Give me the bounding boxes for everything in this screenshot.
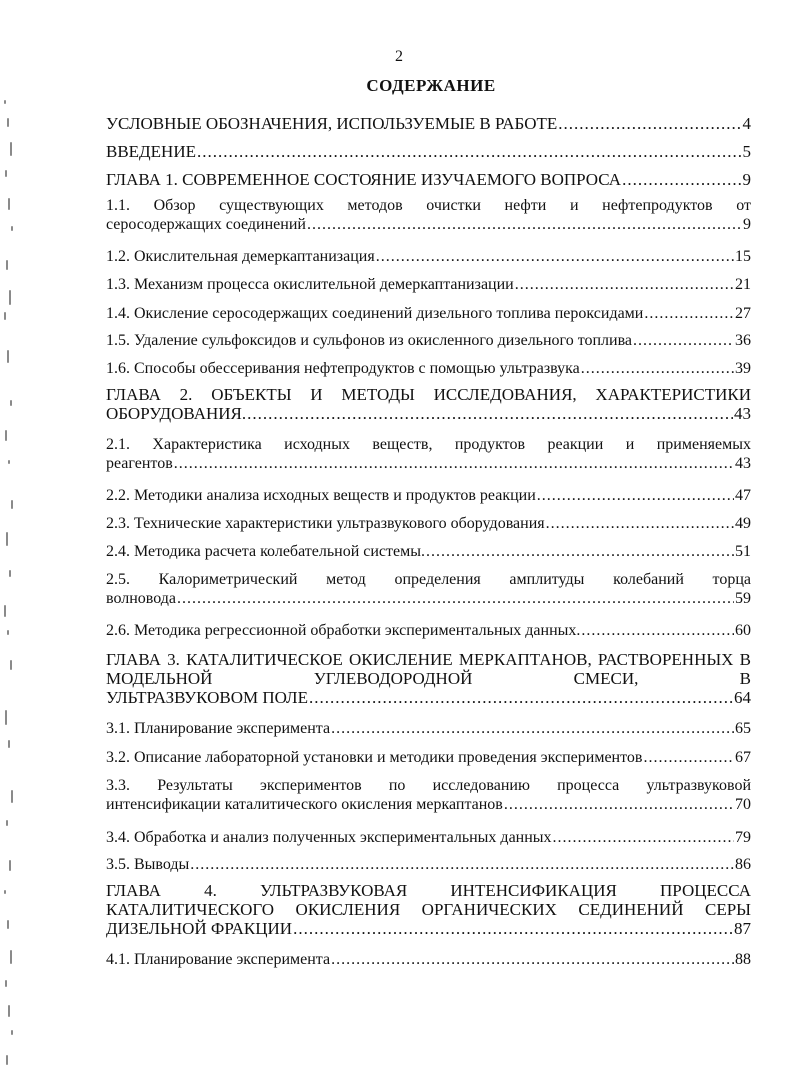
toc-entry-title: 3.3. Результаты экспериментов по исследованию процесса ультразвуковой xyxy=(106,777,751,794)
toc-leader-dots xyxy=(309,688,733,707)
toc-entry-title: 1.4. Окисление серосодержащих соединений дизельного топлива пероксидами xyxy=(106,305,644,322)
toc-entry-title: 3.4. Обработка и анализ полученных экспериментальных данных xyxy=(106,829,552,846)
toc-entry-title: 3.1. Планирование эксперимента xyxy=(106,720,331,737)
toc-entry[interactable] xyxy=(106,114,751,133)
toc-entry-title: ГЛАВА 4. УЛЬТРАЗВУКОВАЯ ИНТЕНСИФИКАЦИЯ ПРОЦЕССА КАТАЛИТИЧЕСКОГО ОКИСЛЕНИЯ ОРГАНИЧЕСКИХ СЕДИНЕНИЙ СЕРЫ xyxy=(106,881,751,919)
toc-entry[interactable] xyxy=(106,304,751,323)
toc-leader-dots xyxy=(581,359,734,378)
toc-page-number: 70 xyxy=(735,796,751,813)
scan-artifact xyxy=(6,532,8,546)
scan-artifact xyxy=(8,460,10,464)
toc-leader-dots xyxy=(293,919,733,938)
toc-leader-dots xyxy=(426,542,734,561)
toc-leader-dots xyxy=(177,589,734,608)
toc-entry-title: 1.1. Обзор существующих методов очистки нефти и нефтепродуктов от xyxy=(106,197,751,214)
toc-entry[interactable] xyxy=(106,855,751,874)
toc-page-number: 15 xyxy=(735,248,751,265)
toc-page-number: 5 xyxy=(742,142,751,161)
toc-entry-title: 2.3. Технические характеристики ультразвукового оборудования xyxy=(106,515,545,532)
toc-entry-title: ГЛАВА 1. СОВРЕМЕННОЕ СОСТОЯНИЕ ИЗУЧАЕМОГО ВОПРОСА xyxy=(106,170,622,189)
scan-artifact xyxy=(11,790,13,803)
toc-leader-dots xyxy=(537,486,734,505)
scan-artifact xyxy=(10,142,12,156)
toc-entry[interactable] xyxy=(106,247,751,266)
scan-artifact xyxy=(7,350,9,363)
scan-artifact xyxy=(6,820,8,826)
toc-entry-title: 2.1. Характеристика исходных веществ, продуктов реакции и применяемых xyxy=(106,436,751,453)
toc-entry[interactable] xyxy=(106,621,751,640)
toc-page-number: 36 xyxy=(735,332,751,349)
toc-entry[interactable] xyxy=(106,359,751,378)
toc-page-number: 21 xyxy=(735,276,751,293)
toc-page-number: 27 xyxy=(735,305,751,322)
toc-leader-dots xyxy=(504,795,734,814)
toc-leader-dots xyxy=(174,454,734,473)
toc-page-number: 79 xyxy=(735,829,751,846)
scan-artifact xyxy=(8,1005,10,1017)
toc-entry-title-continuation: реагентов xyxy=(106,455,173,472)
toc-entry[interactable] xyxy=(106,719,751,738)
toc-leader-dots xyxy=(581,621,734,640)
toc-entry[interactable] xyxy=(106,435,751,473)
toc-entry[interactable] xyxy=(106,542,751,561)
toc-leader-dots xyxy=(622,170,741,189)
toc-leader-dots xyxy=(307,215,742,234)
toc-page-number: 4 xyxy=(742,114,751,133)
toc-leader-dots xyxy=(190,855,734,874)
toc-entry-title: 4.1. Планирование эксперимента xyxy=(106,951,331,968)
toc-leader-dots xyxy=(643,748,734,767)
toc-page-number: 47 xyxy=(735,487,751,504)
toc-leader-dots xyxy=(376,247,734,266)
scan-artifact xyxy=(4,100,6,104)
toc-leader-dots xyxy=(515,275,734,294)
scan-artifact xyxy=(10,400,12,406)
toc-entry-title: ВВЕДЕНИЕ xyxy=(106,142,196,161)
scan-artifact xyxy=(5,430,7,441)
scan-artifact xyxy=(9,860,11,871)
page-number: 2 xyxy=(395,48,403,65)
toc-title: СОДЕРЖАНИЕ xyxy=(366,76,496,95)
toc-page-number: 51 xyxy=(735,543,751,560)
toc-entry[interactable] xyxy=(106,950,751,969)
toc-entry[interactable] xyxy=(106,486,751,505)
toc-entry[interactable] xyxy=(106,170,751,189)
toc-entry[interactable] xyxy=(106,196,751,234)
toc-page-number: 9 xyxy=(743,216,751,233)
toc-entry[interactable] xyxy=(106,142,751,161)
scan-artifact xyxy=(10,950,12,964)
toc-entry-title: УСЛОВНЫЕ ОБОЗНАЧЕНИЯ, ИСПОЛЬЗУЕМЫЕ В РАБОТЕ xyxy=(106,114,558,133)
toc-entry-title-continuation: интенсификации каталитического окисления меркаптанов xyxy=(106,796,503,813)
toc-entry[interactable] xyxy=(106,776,751,814)
toc-entry-title: 2.5. Калориметрический метод определения амплитуды колебаний торца xyxy=(106,571,751,588)
scan-artifact xyxy=(4,890,6,894)
toc-entry-title: 2.6. Методика регрессионной обработки экспериментальных данных. xyxy=(106,622,581,639)
toc-page-number: 86 xyxy=(735,856,751,873)
toc-leader-dots xyxy=(546,514,734,533)
toc-leader-dots xyxy=(553,828,734,847)
toc-leader-dots xyxy=(331,719,734,738)
toc-page-number: 65 xyxy=(735,720,751,737)
scan-artifact xyxy=(7,920,9,929)
scan-artifact xyxy=(11,500,13,509)
toc-entry-title-continuation: УЛЬТРАЗВУКОВОМ ПОЛЕ xyxy=(106,688,308,707)
toc-leader-dots xyxy=(644,304,734,323)
toc-entry-title-continuation: волновода xyxy=(106,590,177,607)
toc-page-number: 49 xyxy=(735,515,751,532)
scan-artifact xyxy=(10,660,12,670)
toc-entry-title-continuation: серосодержащих соединений xyxy=(106,216,306,233)
toc-page-number: 39 xyxy=(735,360,751,377)
scan-artifact xyxy=(5,980,7,987)
scan-edge-marks xyxy=(4,100,16,1080)
toc-entry[interactable] xyxy=(106,881,751,938)
toc-page-number: 43 xyxy=(734,404,751,423)
scan-artifact xyxy=(8,740,10,748)
toc-page-number: 9 xyxy=(742,170,751,189)
toc-entry[interactable] xyxy=(106,275,751,294)
toc-page-number: 67 xyxy=(735,749,751,766)
toc-entry-title: 2.2. Методики анализа исходных веществ и продуктов реакции xyxy=(106,487,536,504)
toc-entry-title: 1.6. Способы обессеривания нефтепродуктов с помощью ультразвука xyxy=(106,360,580,377)
toc-leader-dots xyxy=(247,404,733,423)
toc-entry[interactable] xyxy=(106,331,751,350)
toc-entry-title: 3.2. Описание лабораторной установки и методики проведения экспериментов xyxy=(106,749,643,766)
toc-entry-title: ГЛАВА 2. ОБЪЕКТЫ И МЕТОДЫ ИССЛЕДОВАНИЯ, ХАРАКТЕРИСТИКИ xyxy=(106,385,751,404)
scan-artifact xyxy=(7,630,9,635)
toc-page-number: 88 xyxy=(735,951,751,968)
scan-artifact xyxy=(9,570,11,577)
toc-page-number: 59 xyxy=(735,590,751,607)
scan-artifact xyxy=(8,198,10,210)
toc-page-number: 87 xyxy=(734,919,751,938)
scan-artifact xyxy=(9,290,11,305)
scan-artifact xyxy=(6,260,8,270)
toc-entry[interactable] xyxy=(106,650,751,707)
toc-entry-title-continuation: ОБОРУДОВАНИЯ. xyxy=(106,404,247,423)
toc-entry-title: 3.5. Выводы xyxy=(106,856,190,873)
toc-entry-title: 2.4. Методика расчета колебательной системы. xyxy=(106,543,425,560)
toc-entry[interactable] xyxy=(106,748,751,767)
scan-artifact xyxy=(11,1030,13,1035)
scan-artifact xyxy=(4,605,6,617)
toc-entry[interactable] xyxy=(106,570,751,608)
toc-page-number: 43 xyxy=(735,455,751,472)
toc-entry-title-continuation: ДИЗЕЛЬНОЙ ФРАКЦИИ xyxy=(106,919,293,938)
toc-entry-title: 1.5. Удаление сульфоксидов и сульфонов из окисленного дизельного топлива xyxy=(106,332,633,349)
toc-entry-title: 1.2. Окислительная демеркаптанизация xyxy=(106,248,375,265)
toc-leader-dots xyxy=(633,331,734,350)
scan-artifact xyxy=(11,226,13,231)
scan-artifact xyxy=(6,1055,8,1065)
scan-artifact xyxy=(5,170,7,177)
toc-entry[interactable] xyxy=(106,385,751,423)
toc-entry-title: ГЛАВА 3. КАТАЛИТИЧЕСКОЕ ОКИСЛЕНИЕ МЕРКАПТАНОВ, РАСТВОРЕННЫХ В МОДЕЛЬНОЙ УГЛЕВОДОРОДНОЙ СМЕСИ, В xyxy=(106,650,751,688)
toc-entry[interactable] xyxy=(106,514,751,533)
scan-artifact xyxy=(7,118,9,127)
toc-page-number: 64 xyxy=(734,688,751,707)
scan-artifact xyxy=(4,312,6,320)
toc-entry[interactable] xyxy=(106,828,751,847)
scan-artifact xyxy=(5,710,7,725)
toc-page-number: 60 xyxy=(735,622,751,639)
toc-leader-dots xyxy=(558,114,741,133)
toc-leader-dots xyxy=(197,142,742,161)
toc-leader-dots xyxy=(331,950,734,969)
toc-entry-title: 1.3. Механизм процесса окислительной демеркаптанизации xyxy=(106,276,514,293)
